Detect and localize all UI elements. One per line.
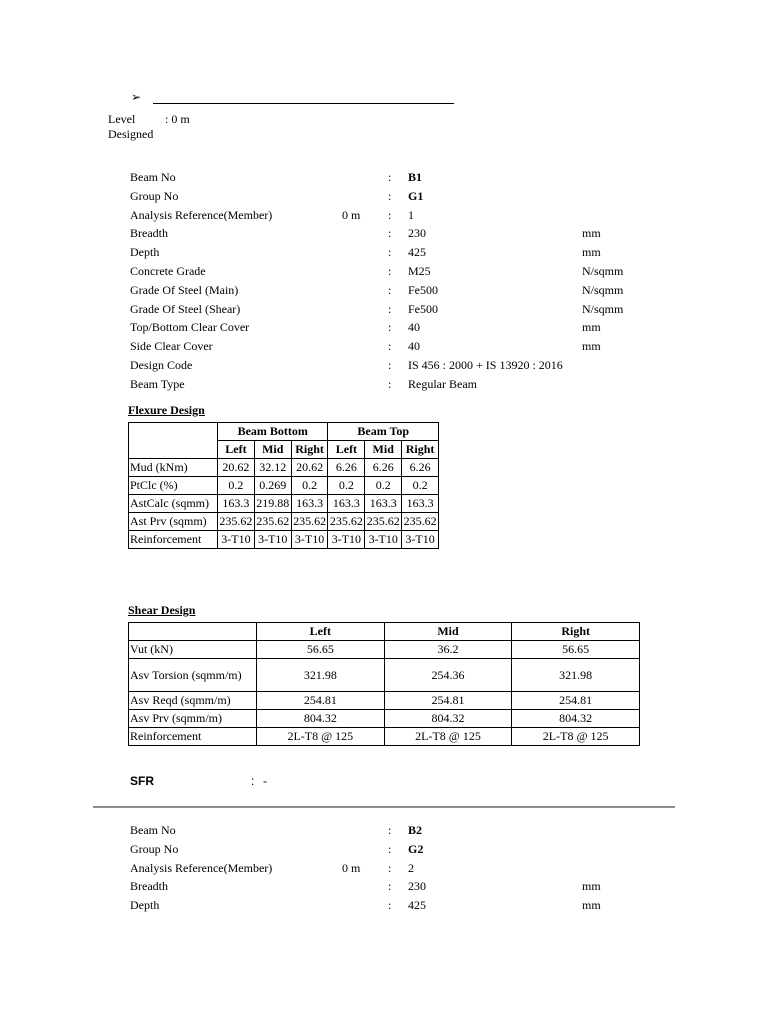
flexure-cell: 163.3 [365,495,402,513]
flexure-cell: 20.62 [218,459,255,477]
shear-header: Right [512,623,640,641]
property-row [130,189,650,208]
flexure-sub-header: Right [402,441,439,459]
flexure-cell: 163.3 [402,495,439,513]
flexure-cell: 0.269 [254,477,291,495]
property-unit: mm [582,339,601,354]
flexure-cell: 3-T10 [402,531,439,549]
flexure-row-label: Ast Prv (sqmm) [129,513,218,531]
flexure-cell: 3-T10 [291,531,328,549]
sfr-value: - [263,774,267,788]
shear-cell: 36.2 [384,641,512,659]
flexure-cell: 0.2 [218,477,255,495]
property-colon: : [388,282,392,297]
shear-row-label: Asv Torsion (sqmm/m) [129,659,257,692]
flexure-cell: 3-T10 [218,531,255,549]
property-label: Depth [130,245,160,260]
flexure-group-header: Beam Top [328,423,439,441]
shear-cell: 804.32 [512,710,640,728]
property-unit: mm [582,226,601,241]
flexure-group-header: Beam Bottom [218,423,328,441]
property-colon: : [388,188,392,203]
shear-row [129,641,640,659]
property-unit: N/sqmm [582,282,624,297]
flexure-row [129,513,439,531]
property-colon: : [388,376,392,391]
property-row [130,861,650,880]
property-row [130,283,650,302]
shear-row-label: Reinforcement [129,728,257,746]
shear-cell: 2L-T8 @ 125 [512,728,640,746]
property-value: G1 [408,188,424,203]
property-value: Fe500 [408,301,438,316]
shear-cell: 56.65 [257,641,385,659]
property-row [130,320,650,339]
property-unit: mm [582,320,601,335]
property-label: Breadth [130,879,168,894]
property-value: 230 [408,879,426,894]
shear-cell: 254.36 [384,659,512,692]
property-row [130,339,650,358]
shear-cell: 321.98 [257,659,385,692]
property-label: Group No [130,841,179,856]
flexure-row [129,459,439,477]
shear-header: Left [257,623,385,641]
flexure-sub-header: Left [218,441,255,459]
designed-label: Designed [108,127,154,141]
property-value: G2 [408,841,424,856]
property-row [130,302,650,321]
property-unit: mm [582,879,601,894]
flexure-cell: 3-T10 [365,531,402,549]
flexure-cell: 0.2 [328,477,365,495]
property-value: 425 [408,898,426,913]
property-row [130,208,650,227]
flexure-cell: 235.62 [328,513,365,531]
property-value: M25 [408,264,431,278]
property-value: 40 [408,339,420,354]
property-label: Grade Of Steel (Shear) [130,301,241,316]
property-unit: mm [582,245,601,260]
property-colon: : [388,841,392,856]
flexure-cell: 0.2 [365,477,402,495]
property-colon: : [388,860,392,875]
flexure-cell: 219.88 [254,495,291,513]
flexure-cell: 163.3 [291,495,328,513]
sfr-colon: : [251,774,255,788]
shear-cell: 254.81 [512,692,640,710]
section-divider [93,806,675,808]
property-value: B1 [408,170,423,184]
flexure-title: Flexure Design [128,403,205,417]
flexure-cell: 163.3 [218,495,255,513]
flexure-sub-header: Left [328,441,365,459]
shear-cell: 804.32 [257,710,385,728]
property-value: 230 [408,226,426,241]
property-colon: : [388,339,392,354]
flexure-row [129,531,439,549]
property-value: 425 [408,245,426,260]
property-value: IS 456 : 2000 + IS 13920 : 2016 [408,358,563,372]
property-unit: N/sqmm [582,264,624,278]
bullet-arrow-icon: ➢ [131,90,142,104]
flexure-cell: 235.62 [291,513,328,531]
level-label: Level [108,112,136,126]
shear-cell: 321.98 [512,659,640,692]
property-row [130,264,650,283]
property-colon: : [388,207,392,222]
shear-header: Mid [384,623,512,641]
property-row [130,170,650,189]
flexure-row-label: AstCalc (sqmm) [129,495,218,513]
property-label: Top/Bottom Clear Cover [130,320,250,335]
flexure-cell: 235.62 [365,513,402,531]
flexure-cell: 0.2 [291,477,328,495]
flexure-cell: 235.62 [402,513,439,531]
shear-cell: 254.81 [257,692,385,710]
flexure-group-header-row [129,423,439,441]
property-value: Fe500 [408,282,438,297]
shear-cell: 56.65 [512,641,640,659]
property-label: Side Clear Cover [130,339,213,354]
property-colon: : [388,226,392,241]
property-value: 40 [408,320,420,335]
property-label: Beam Type [130,376,185,391]
property-label: Beam No [130,170,176,184]
property-colon: : [388,879,392,894]
property-label: Analysis Reference(Member) [130,207,273,222]
property-row [130,879,650,898]
property-colon: : [388,898,392,913]
property-row [130,226,650,245]
property-colon: : [388,358,392,372]
heading-underline [153,103,454,104]
property-label: Breadth [130,226,168,241]
property-value: 2 [408,860,414,875]
property-colon: : [388,264,392,278]
property-row [130,823,650,842]
property-label: Design Code [130,358,193,372]
shear-row [129,710,640,728]
property-colon: : [388,170,392,184]
flexure-row-label: PtClc (%) [129,477,218,495]
shear-row [129,692,640,710]
flexure-sub-header: Mid [254,441,291,459]
shear-header-row [129,623,640,641]
property-row [130,842,650,861]
property-row [130,358,650,377]
shear-title: Shear Design [128,603,196,617]
shear-row-label: Asv Prv (sqmm/m) [129,710,257,728]
flexure-cell: 3-T10 [254,531,291,549]
property-label: Analysis Reference(Member) [130,860,273,875]
flexure-sub-header: Right [291,441,328,459]
flexure-cell: 235.62 [254,513,291,531]
property-colon: : [388,823,392,837]
property-unit: N/sqmm [582,301,624,316]
property-label: Concrete Grade [130,264,206,278]
flexure-cell: 235.62 [218,513,255,531]
shear-row-label: Vut (kN) [129,641,257,659]
flexure-cell: 6.26 [365,459,402,477]
flexure-row [129,495,439,513]
flexure-row [129,477,439,495]
property-colon: : [388,320,392,335]
flexure-corner-cell [129,423,218,459]
property-row [130,898,650,917]
shear-corner-cell [129,623,257,641]
shear-table [128,622,640,746]
property-label: Grade Of Steel (Main) [130,282,239,297]
sfr-label: SFR [130,774,154,788]
flexure-row-label: Reinforcement [129,531,218,549]
shear-cell: 2L-T8 @ 125 [384,728,512,746]
property-value: B2 [408,823,423,837]
property-value: Regular Beam [408,376,477,391]
flexure-cell: 6.26 [328,459,365,477]
property-row [130,245,650,264]
property-colon: : [388,245,392,260]
flexure-table [128,422,439,549]
property-position: 0 m [342,207,361,222]
shear-row [129,728,640,746]
property-position: 0 m [342,860,361,875]
property-label: Group No [130,188,179,203]
shear-row [129,659,640,692]
property-colon: : [388,301,392,316]
shear-cell: 2L-T8 @ 125 [257,728,385,746]
property-value: 1 [408,207,414,222]
flexure-cell: 0.2 [402,477,439,495]
property-unit: mm [582,898,601,913]
flexure-row-label: Mud (kNm) [129,459,218,477]
property-label: Beam No [130,823,176,837]
level-value: : 0 m [165,112,190,126]
flexure-cell: 6.26 [402,459,439,477]
property-row [130,377,650,396]
flexure-cell: 20.62 [291,459,328,477]
flexure-sub-header: Mid [365,441,402,459]
shear-cell: 804.32 [384,710,512,728]
flexure-cell: 32.12 [254,459,291,477]
flexure-cell: 163.3 [328,495,365,513]
property-label: Depth [130,898,160,913]
flexure-cell: 3-T10 [328,531,365,549]
shear-row-label: Asv Reqd (sqmm/m) [129,692,257,710]
shear-cell: 254.81 [384,692,512,710]
